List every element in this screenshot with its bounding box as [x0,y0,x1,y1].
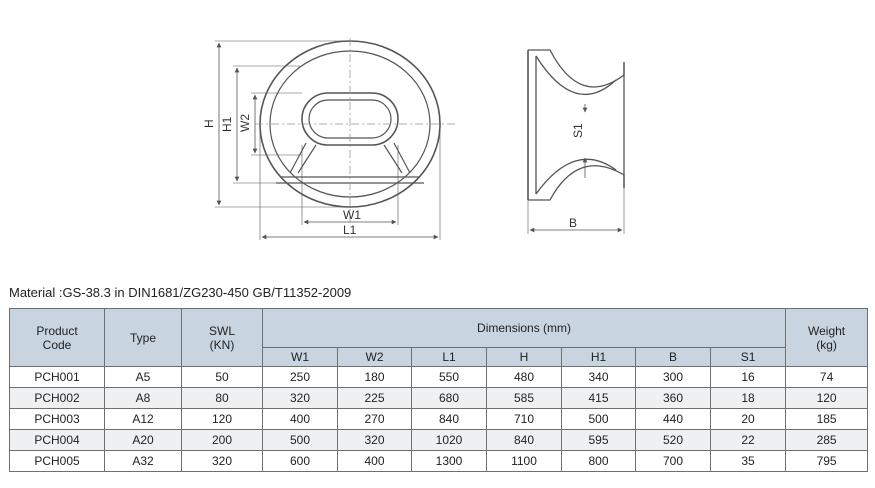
front-view [215,38,455,240]
cell-b: 520 [636,430,711,451]
cell-h: 1100 [487,451,562,472]
cell-h1: 415 [562,388,636,409]
cell-l1: 840 [412,409,487,430]
table-row [10,451,868,472]
header-product-code: Product Code [10,309,105,367]
cell-weight: 285 [786,430,868,451]
cell-s1: 35 [711,451,786,472]
cell-w1: 400 [263,409,338,430]
cell-h1: 340 [562,367,636,388]
cell-swl: 50 [182,367,263,388]
cell-h: 710 [487,409,562,430]
dim-label-s1: S1 [571,123,585,138]
cell-swl: 200 [182,430,263,451]
cell-b: 700 [636,451,711,472]
cell-h1: 500 [562,409,636,430]
header-swl: SWL (KN) [182,309,263,367]
cell-w2: 270 [338,409,412,430]
cell-weight: 185 [786,409,868,430]
header-type: Type [105,309,182,367]
table-row [10,367,868,388]
cell-swl: 120 [182,409,263,430]
header-dimensions: Dimensions (mm) [263,309,786,348]
header-w2: W2 [338,348,412,367]
cell-swl: 80 [182,388,263,409]
cell-h: 480 [487,367,562,388]
cell-s1: 22 [711,430,786,451]
cell-weight: 795 [786,451,868,472]
cell-b: 440 [636,409,711,430]
cell-weight: 74 [786,367,868,388]
cell-product-code: PCH004 [10,430,105,451]
dim-label-l1: L1 [343,223,357,237]
cell-w2: 180 [338,367,412,388]
cell-l1: 1300 [412,451,487,472]
cell-h: 840 [487,430,562,451]
cell-type: A20 [105,430,182,451]
header-weight: Weight (kg) [786,309,868,367]
cell-w1: 250 [263,367,338,388]
cell-product-code: PCH005 [10,451,105,472]
header-w1: W1 [263,348,338,367]
cell-product-code: PCH003 [10,409,105,430]
cell-swl: 320 [182,451,263,472]
cell-w1: 500 [263,430,338,451]
cell-type: A5 [105,367,182,388]
dim-label-w2: W2 [238,114,252,132]
header-s1: S1 [711,348,786,367]
header-b: B [636,348,711,367]
cell-weight: 120 [786,388,868,409]
cell-type: A12 [105,409,182,430]
cell-b: 360 [636,388,711,409]
cell-s1: 16 [711,367,786,388]
cell-product-code: PCH001 [10,367,105,388]
cell-type: A32 [105,451,182,472]
cell-s1: 20 [711,409,786,430]
side-view [528,50,624,234]
cell-l1: 680 [412,388,487,409]
cell-w1: 320 [263,388,338,409]
cell-h1: 800 [562,451,636,472]
dim-label-w1: W1 [343,208,361,222]
cell-s1: 18 [711,388,786,409]
cell-w2: 320 [338,430,412,451]
table-row [10,430,868,451]
cell-w2: 225 [338,388,412,409]
dim-label-h1: H1 [220,116,234,132]
header-h1: H1 [562,348,636,367]
cell-type: A8 [105,388,182,409]
cell-product-code: PCH002 [10,388,105,409]
spec-table [9,308,868,472]
cell-h: 585 [487,388,562,409]
header-h: H [487,348,562,367]
material-spec: Material :GS-38.3 in DIN1681/ZG230-450 GB/T11352-2009 [9,285,352,300]
table-row [10,409,868,430]
header-l1: L1 [412,348,487,367]
dim-label-b: B [569,216,578,230]
cell-b: 300 [636,367,711,388]
cell-w1: 600 [263,451,338,472]
dim-label-h: H [202,119,216,128]
cell-l1: 550 [412,367,487,388]
cell-w2: 400 [338,451,412,472]
table-row [10,388,868,409]
cell-l1: 1020 [412,430,487,451]
cell-h1: 595 [562,430,636,451]
